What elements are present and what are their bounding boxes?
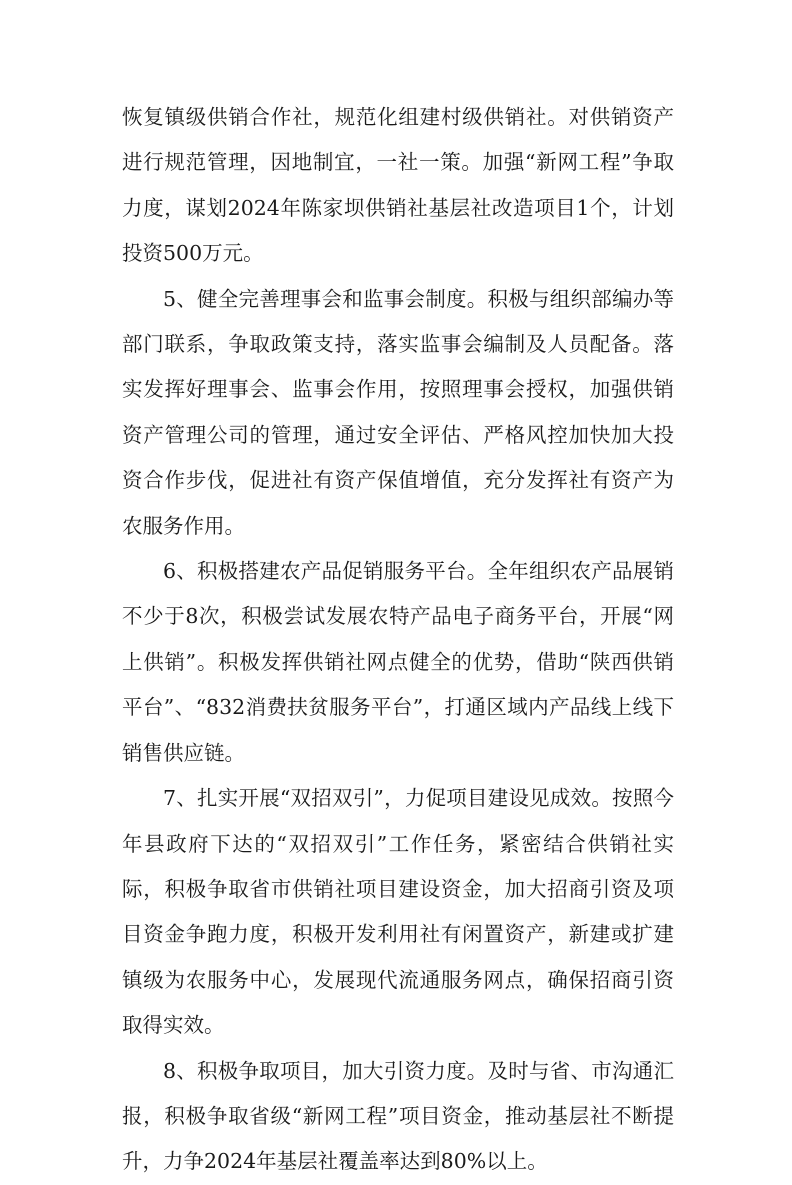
document-body: [122, 95, 674, 1185]
paragraph-item-8: 8、积极争取项目，加大引资力度。及时与省、市沟通汇报，积极争取省级“新网工程”项目资金，推动基层社不断提升，力争2024年基层社覆盖率达到80%以上。: [122, 1058, 674, 1174]
paragraph-item-7: 7、扎实开展“双招双引”，力促项目建设见成效。按照今年县政府下达的“双招双引”工作任务，紧密结合供销社实际，积极争取省市供销社项目建设资金，加大招商引资及项目资金争跑力度，积极开发利用社有闲置资产，新建或扩建镇级为农服务中心，发展现代流通服务网点，确保招商引资取得实效。: [122, 786, 674, 1038]
paragraph-item-5: 5、健全完善理事会和监事会制度。积极与组织部编办等部门联系，争取政策支持，落实监事会编制及人员配备。落实发挥好理事会、监事会作用，按照理事会授权，加强供销资产管理公司的管理，通过安全评估、严格风控加快加大投资合作步伐，促进社有资产保值增值，充分发挥社有资产为农服务作用。: [122, 286, 674, 538]
paragraph-continuation: 恢复镇级供销合作社，规范化组建村级供销社。对供销资产进行规范管理，因地制宜，一社一策。加强“新网工程”争取力度，谋划2024年陈家坝供销社基层社改造项目1个，计划投资500万元。: [122, 105, 674, 266]
paragraph-item-6: 6、积极搭建农产品促销服务平台。全年组织农产品展销不少于8次，积极尝试发展农特产品电子商务平台，开展“网上供销”。积极发挥供销社网点健全的优势，借助“陕西供销平台”、“832消费扶贫服务平台”，打通区域内产品线上线下销售供应链。: [122, 559, 674, 765]
